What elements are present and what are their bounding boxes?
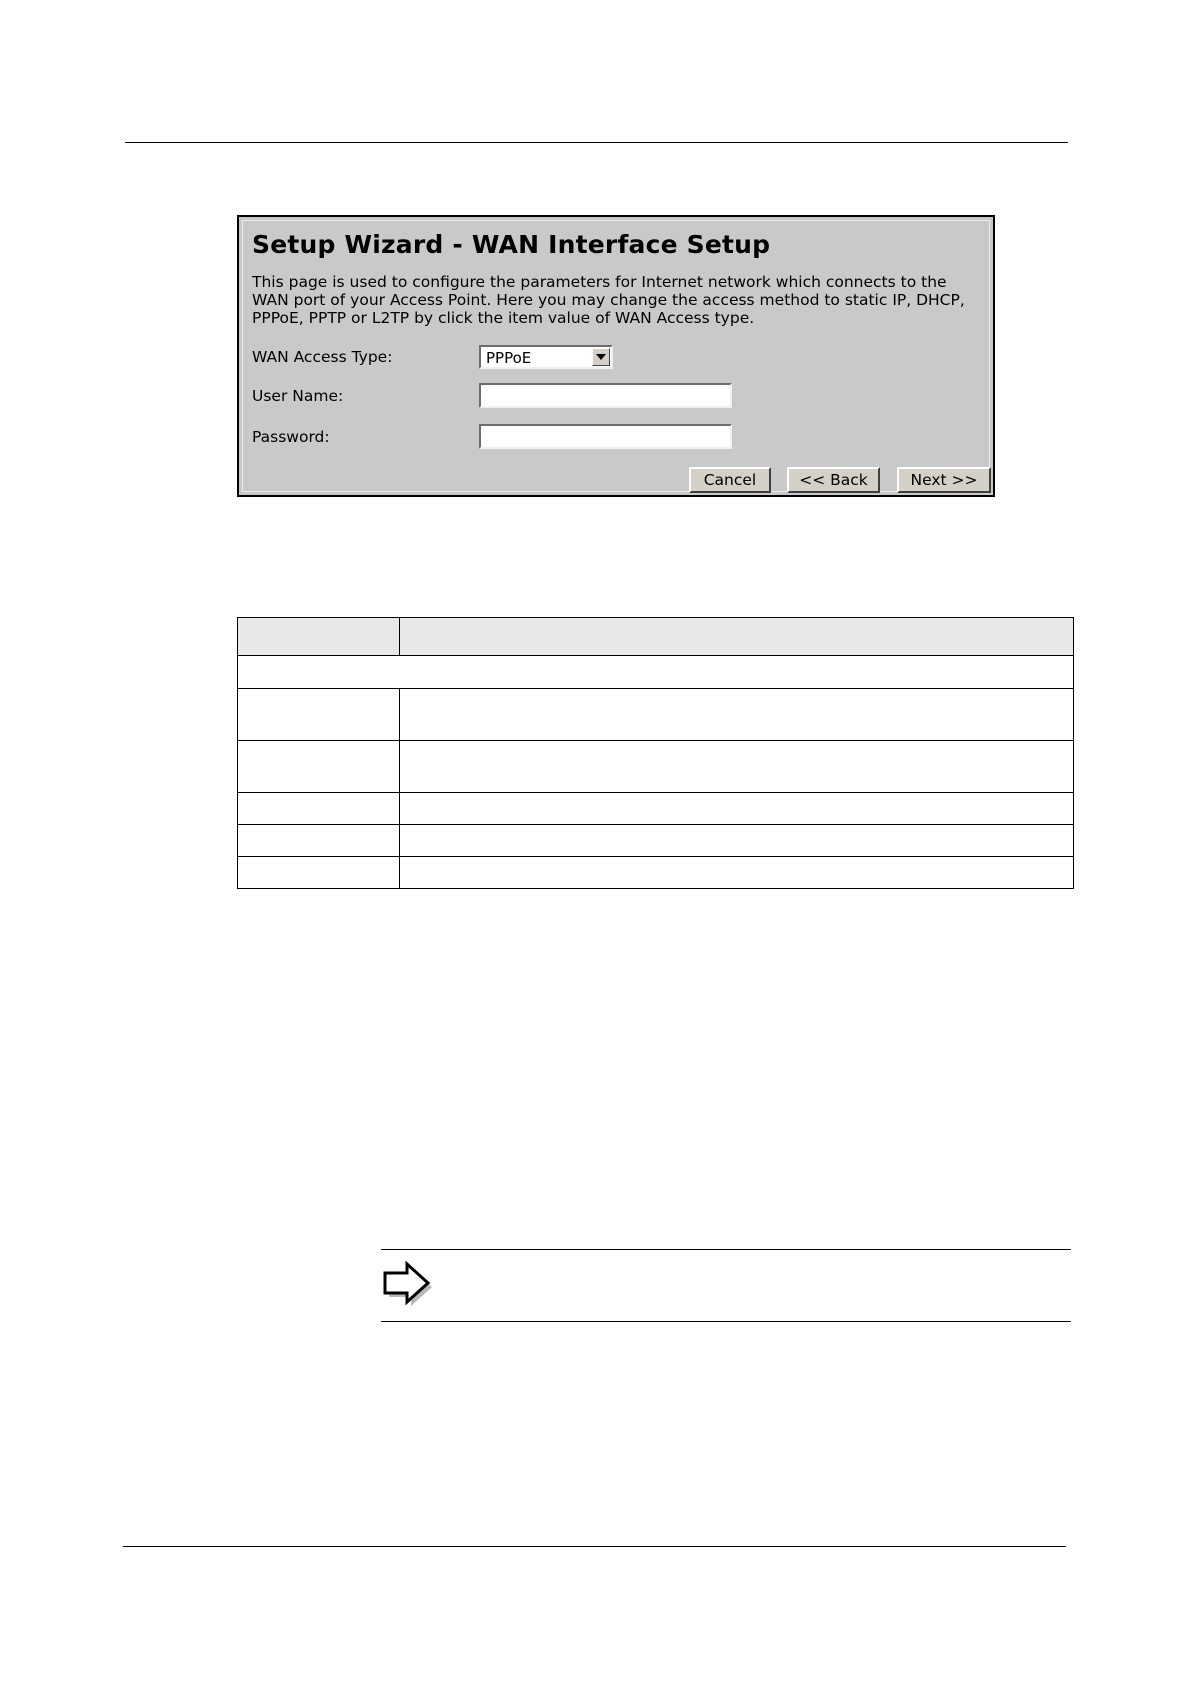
- cancel-button[interactable]: Cancel: [689, 467, 771, 493]
- wan-access-type-label: WAN Access Type:: [252, 348, 393, 366]
- wan-access-type-value: PPPoE: [486, 349, 532, 367]
- table-cell: [400, 689, 1074, 741]
- page-description: This page is used to configure the parameters for Internet network which connects to the WAN port of your Access Point. Here you may change the access method to static IP, DHCP, PPPoE, PPTP or L2TP by click the item value of WAN Access type.: [252, 273, 965, 327]
- table-header-cell: [400, 618, 1074, 656]
- arrow-right-icon: [382, 1260, 438, 1312]
- page-title: Setup Wizard - WAN Interface Setup: [252, 230, 771, 259]
- field-description-table: [237, 617, 1074, 889]
- table-cell: [238, 689, 400, 741]
- user-name-label: User Name:: [252, 387, 344, 405]
- note-bottom-rule: [381, 1321, 1071, 1322]
- wan-access-type-select[interactable]: [479, 345, 613, 369]
- table-header-row: [238, 618, 1074, 656]
- table-cell: [238, 825, 400, 857]
- table-row: [238, 656, 1074, 689]
- table-row: [238, 689, 1074, 741]
- table-cell: [238, 793, 400, 825]
- table-row: [238, 825, 1074, 857]
- table-cell: [238, 857, 400, 889]
- header-rule: [125, 142, 1068, 143]
- password-input[interactable]: [479, 424, 732, 449]
- wan-setup-wizard-panel: [237, 215, 995, 497]
- table-row: [238, 741, 1074, 793]
- password-label: Password:: [252, 428, 330, 446]
- user-name-input[interactable]: [479, 383, 732, 408]
- table-cell: [400, 857, 1074, 889]
- next-button[interactable]: Next >>: [897, 467, 991, 493]
- note-top-rule: [381, 1249, 1071, 1250]
- table-cell: [238, 656, 1074, 689]
- table-header-cell: [238, 618, 400, 656]
- table-cell: [400, 793, 1074, 825]
- table-row: [238, 857, 1074, 889]
- wizard-inner-frame: [242, 220, 990, 492]
- dropdown-button[interactable]: [592, 348, 610, 366]
- chevron-down-icon: [596, 354, 606, 360]
- table-row: [238, 793, 1074, 825]
- table-cell: [400, 741, 1074, 793]
- back-button[interactable]: << Back: [787, 467, 880, 493]
- table-cell: [238, 741, 400, 793]
- table-cell: [400, 825, 1074, 857]
- footer-rule: [123, 1546, 1066, 1547]
